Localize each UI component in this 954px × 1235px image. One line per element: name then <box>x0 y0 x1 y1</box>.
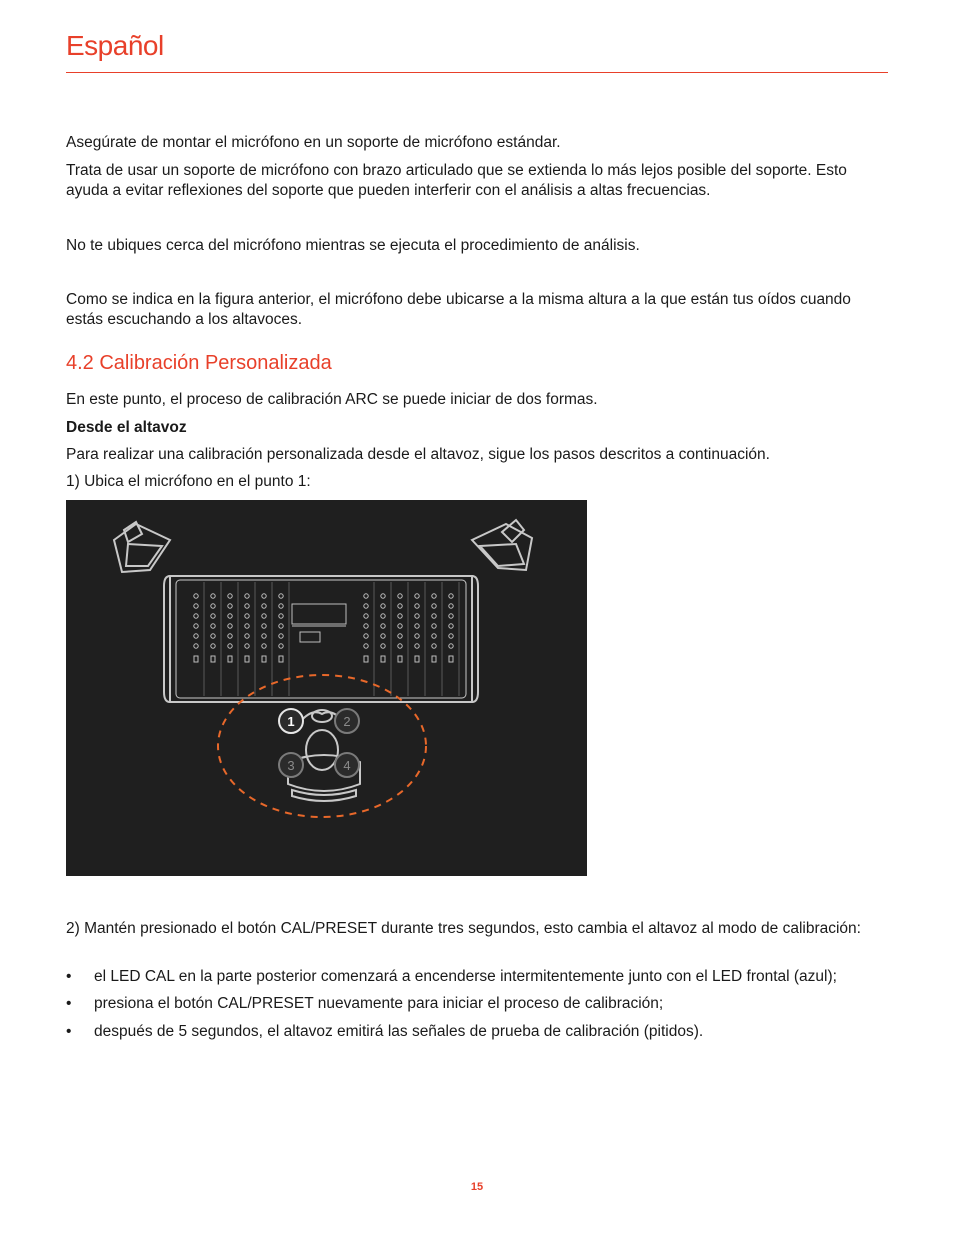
knob <box>228 614 232 618</box>
knob <box>398 604 402 608</box>
knob <box>449 594 453 598</box>
subheading-intro: Para realizar una calibración personalizada desde el altavoz, sigue los pasos descritos a continuación. <box>66 446 770 463</box>
point-3-label: 3 <box>287 758 295 773</box>
knob <box>415 624 419 628</box>
step-1-text: 1) Ubica el micrófono en el punto 1: <box>66 473 311 490</box>
knob <box>449 644 453 648</box>
fader-cap <box>211 656 215 662</box>
knob <box>381 594 385 598</box>
calibration-point-4 <box>335 753 359 777</box>
knob <box>432 594 436 598</box>
console-channel-strips <box>194 582 459 696</box>
knob <box>398 594 402 598</box>
fader-cap <box>245 656 249 662</box>
knob <box>381 634 385 638</box>
knob <box>364 614 368 618</box>
calibration-point-1 <box>279 709 303 733</box>
knob <box>279 614 283 618</box>
knob <box>211 614 215 618</box>
section-intro: En este punto, el proceso de calibración ARC se puede iniciar de dos formas. <box>66 391 598 408</box>
calibration-point-3 <box>279 753 303 777</box>
fader-cap <box>364 656 368 662</box>
fader-cap <box>228 656 232 662</box>
subheading: Desde el altavoz <box>66 419 187 436</box>
knob <box>415 614 419 618</box>
point-2-label: 2 <box>343 714 351 729</box>
paragraph-mount-mic: Asegúrate de montar el micrófono en un soporte de micrófono estándar. <box>66 134 561 151</box>
knob <box>381 614 385 618</box>
fader-cap <box>398 656 402 662</box>
knob <box>364 634 368 638</box>
header-divider <box>66 72 888 73</box>
knob <box>262 604 266 608</box>
calibration-point-2 <box>335 709 359 733</box>
knob <box>228 604 232 608</box>
bullet-marker: • <box>66 995 72 1012</box>
section-heading: 4.2 Calibración Personalizada <box>66 352 332 374</box>
point-1-label: 1 <box>287 714 295 729</box>
knob <box>279 644 283 648</box>
knob <box>381 604 385 608</box>
knob <box>364 594 368 598</box>
knob <box>262 644 266 648</box>
knob <box>228 634 232 638</box>
knob <box>415 604 419 608</box>
left-speaker-icon <box>114 522 170 572</box>
knob <box>228 624 232 628</box>
knob <box>262 624 266 628</box>
knob <box>279 624 283 628</box>
paragraph-stay-away: No te ubiques cerca del micrófono mientras se ejecuta el procedimiento de análisis. <box>66 237 640 254</box>
point-4-label: 4 <box>343 758 351 773</box>
knob <box>211 624 215 628</box>
knob <box>211 634 215 638</box>
fader-cap <box>381 656 385 662</box>
knob <box>415 594 419 598</box>
step-2-text: 2) Mantén presionado el botón CAL/PRESET durante tres segundos, esto cambia el altavoz al modo de calibración: <box>66 920 861 937</box>
knob <box>262 614 266 618</box>
knob <box>194 594 198 598</box>
knob <box>194 634 198 638</box>
knob <box>228 594 232 598</box>
knob <box>245 624 249 628</box>
knob <box>432 634 436 638</box>
console-master-section <box>292 604 346 642</box>
knob <box>245 634 249 638</box>
knob <box>432 614 436 618</box>
knob <box>194 644 198 648</box>
knob <box>245 614 249 618</box>
figure-illustration <box>66 500 587 876</box>
knob <box>211 604 215 608</box>
knob <box>279 594 283 598</box>
knob <box>398 614 402 618</box>
paragraph-ear-height: Como se indica en la figura anterior, el micrófono debe ubicarse a la misma altura a la que están tus oídos cuando estás escuchando a los altavoces. <box>66 291 851 328</box>
fader-cap <box>432 656 436 662</box>
fader-cap <box>194 656 198 662</box>
knob <box>381 644 385 648</box>
knob <box>245 644 249 648</box>
knob <box>432 644 436 648</box>
knob <box>211 594 215 598</box>
fader-cap <box>262 656 266 662</box>
knob <box>364 624 368 628</box>
bullet-text: después de 5 segundos, el altavoz emitirá las señales de prueba de calibración (pitidos). <box>94 1023 704 1040</box>
knob <box>211 644 215 648</box>
knob <box>262 594 266 598</box>
page-header-title: Español <box>66 30 164 61</box>
bullet-text: presiona el botón CAL/PRESET nuevamente para iniciar el proceso de calibración; <box>94 995 664 1012</box>
fader-cap <box>279 656 283 662</box>
knob <box>449 624 453 628</box>
right-speaker-icon <box>472 520 532 570</box>
knob <box>381 624 385 628</box>
knob <box>245 594 249 598</box>
knob <box>245 604 249 608</box>
knob <box>228 644 232 648</box>
mixing-position-figure <box>66 500 587 876</box>
knob <box>279 634 283 638</box>
page-number: 15 <box>470 1181 484 1193</box>
bullet-text: el LED CAL en la parte posterior comenzará a encenderse intermitentemente junto con el LED frontal (azul); <box>94 968 837 985</box>
knob <box>449 604 453 608</box>
knob <box>194 604 198 608</box>
knob <box>398 634 402 638</box>
paragraph-mic-stand: Trata de usar un soporte de micrófono con brazo articulado que se extienda lo más lejos posible del soporte. Esto ayuda a evitar reflexiones del soporte que pueden interferir con el análisis a altas frecuencias. <box>66 162 847 199</box>
knob <box>398 644 402 648</box>
bullet-marker: • <box>66 1023 72 1040</box>
knob <box>432 604 436 608</box>
knob <box>432 624 436 628</box>
knob <box>364 644 368 648</box>
knob <box>262 634 266 638</box>
knob <box>279 604 283 608</box>
knob <box>415 634 419 638</box>
fader-cap <box>415 656 419 662</box>
knob <box>364 604 368 608</box>
fader-cap <box>449 656 453 662</box>
knob <box>449 634 453 638</box>
bullet-marker: • <box>66 968 72 985</box>
knob <box>194 614 198 618</box>
knob <box>398 624 402 628</box>
knob <box>449 614 453 618</box>
knob <box>194 624 198 628</box>
knob <box>415 644 419 648</box>
